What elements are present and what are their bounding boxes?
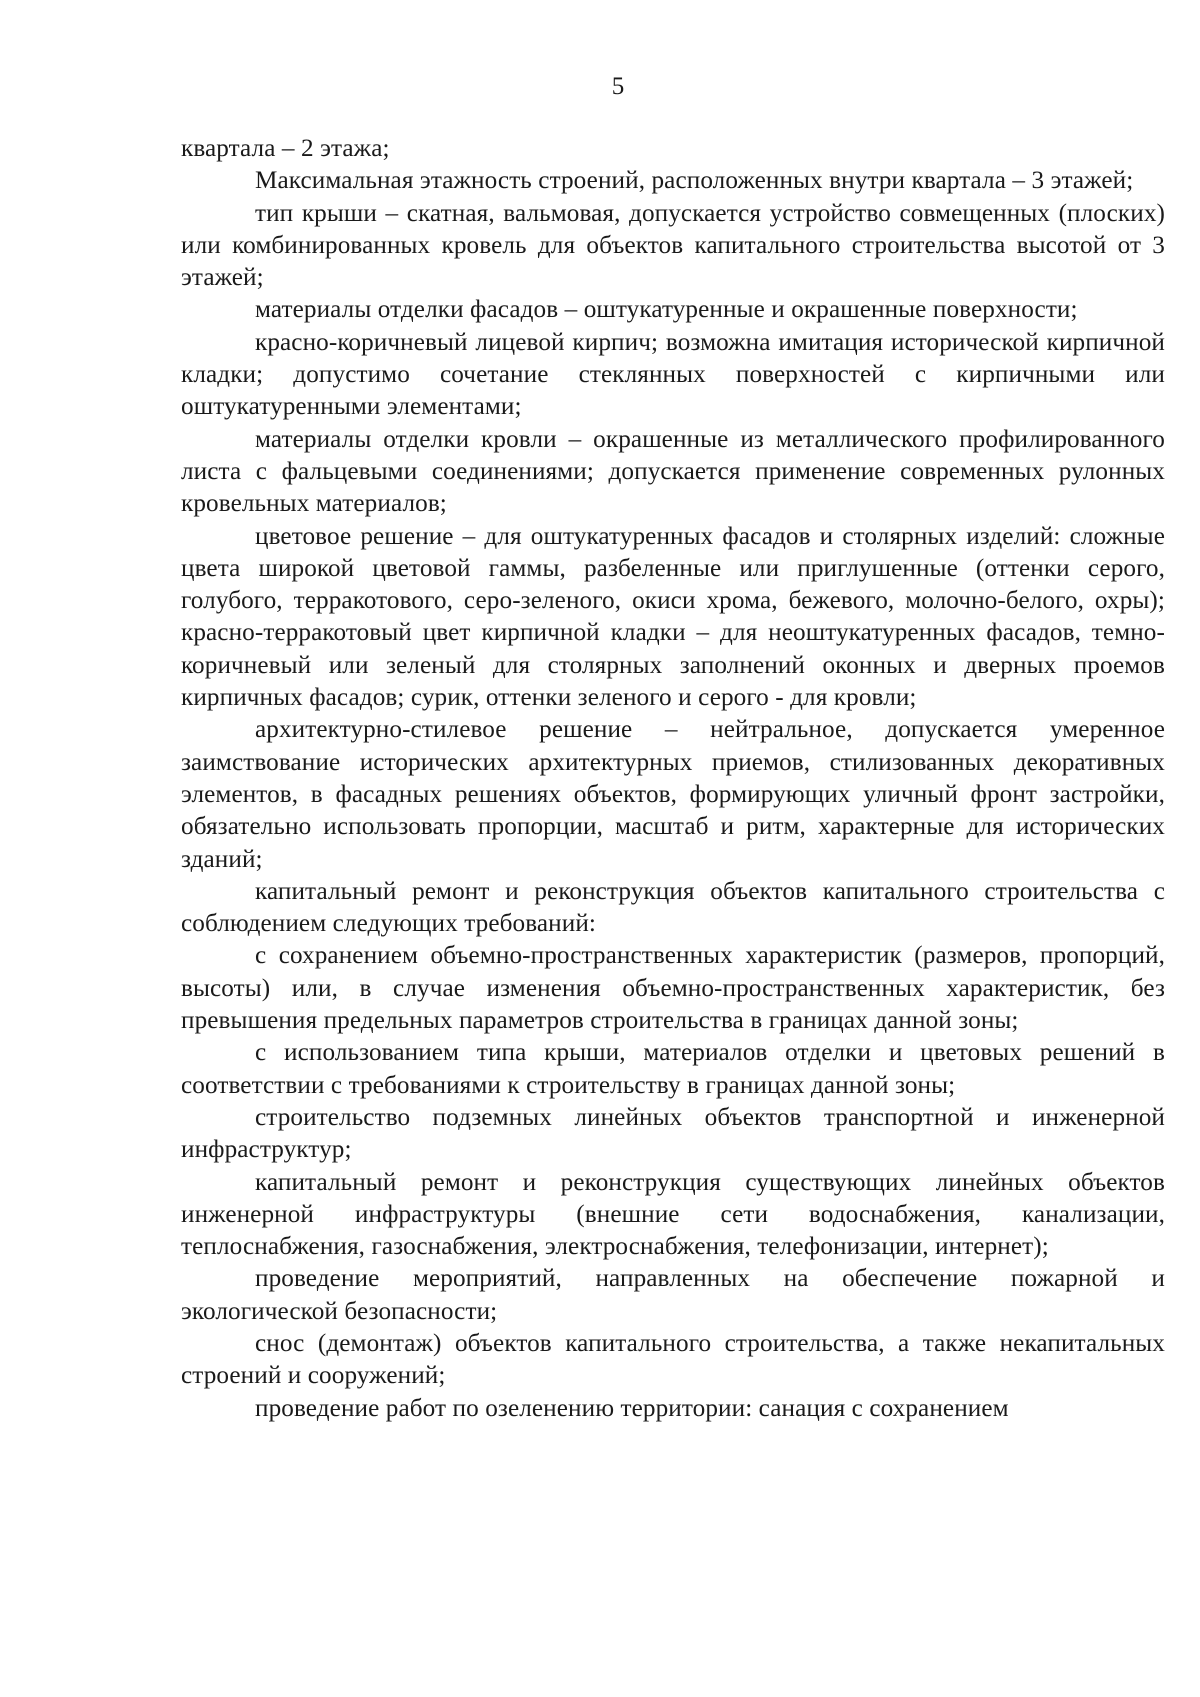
paragraph: красно-коричневый лицевой кирпич; возможна имитация исторической кирпичной кладки; допустимо сочетание стеклянных поверхностей с кирпичными или оштукатуренными элементами; [181, 328, 1165, 421]
paragraph: Максимальная этажность строений, расположенных внутри квартала – 3 этажей; [255, 167, 1134, 195]
paragraph: проведение мероприятий, направленных на обеспечение пожарной и экологической безопасности; [181, 1265, 1165, 1325]
paragraph: капитальный ремонт и реконструкция существующих линейных объектов инженерной инфраструктуры (внешние сети водоснабжения, канализации, теплоснабжения, газоснабжения, электроснабжения, телефонизации, интернет); [181, 1168, 1165, 1261]
paragraph: цветовое решение – для оштукатуренных фасадов и столярных изделий: сложные цвета широкой цветовой гаммы, разбеленные или приглушенные (оттенки серого, голубого, терракотового, серо-зеленого, окиси хрома, бежевого, молочно-белого, охры); красно-терракотовый цвет кирпичной кладки – для неоштукатуренных фасадов, темно-коричневый или зеленый для столярных заполнений оконных и дверных проемов кирпичных фасадов; сурик, оттенки зеленого и серого - для кровли; [181, 522, 1165, 712]
paragraph: капитальный ремонт и реконструкция объектов капитального строительства с соблюдением следующих требований: [181, 877, 1165, 938]
page-number: 5 [611, 73, 625, 100]
document-body [181, 133, 1165, 1425]
paragraph: тип крыши – скатная, вальмовая, допускается устройство совмещенных (плоских) или комбинированных кровель для объектов капитального строительства высотой от 3 этажей; [181, 199, 1165, 292]
paragraph: материалы отделки кровли – окрашенные из металлического профилированного листа с фальцевыми соединениями; допускается применение современных рулонных кровельных материалов; [181, 425, 1165, 518]
paragraph: материалы отделки фасадов – оштукатуренные и окрашенные поверхности; [255, 296, 1078, 324]
paragraph: квартала – 2 этажа; [181, 135, 390, 162]
paragraph: архитектурно-стилевое решение – нейтральное, допускается умеренное заимствование исторических архитектурных приемов, стилизованных декоративных элементов, в фасадных решениях объектов, формирующих уличный фронт застройки, обязательно использовать пропорции, масштаб и ритм, характерные для исторических зданий; [181, 716, 1165, 873]
paragraph: строительство подземных линейных объектов транспортной и инженерной инфраструктур; [181, 1103, 1165, 1164]
paragraph: с использованием типа крыши, материалов отделки и цветовых решений в соответствии с требованиями к строительству в границах данной зоны; [181, 1039, 1165, 1099]
paragraph: с сохранением объемно-пространственных характеристик (размеров, пропорций, высоты) или, в случае изменения объемно-пространственных характеристик, без превышения предельных параметров строительства в границах данной зоны; [181, 942, 1165, 1035]
paragraph: снос (демонтаж) объектов капитального строительства, а также некапитальных строений и сооружений; [181, 1329, 1165, 1390]
paragraph: проведение работ по озеленению территории: санация с сохранением [255, 1394, 1009, 1422]
